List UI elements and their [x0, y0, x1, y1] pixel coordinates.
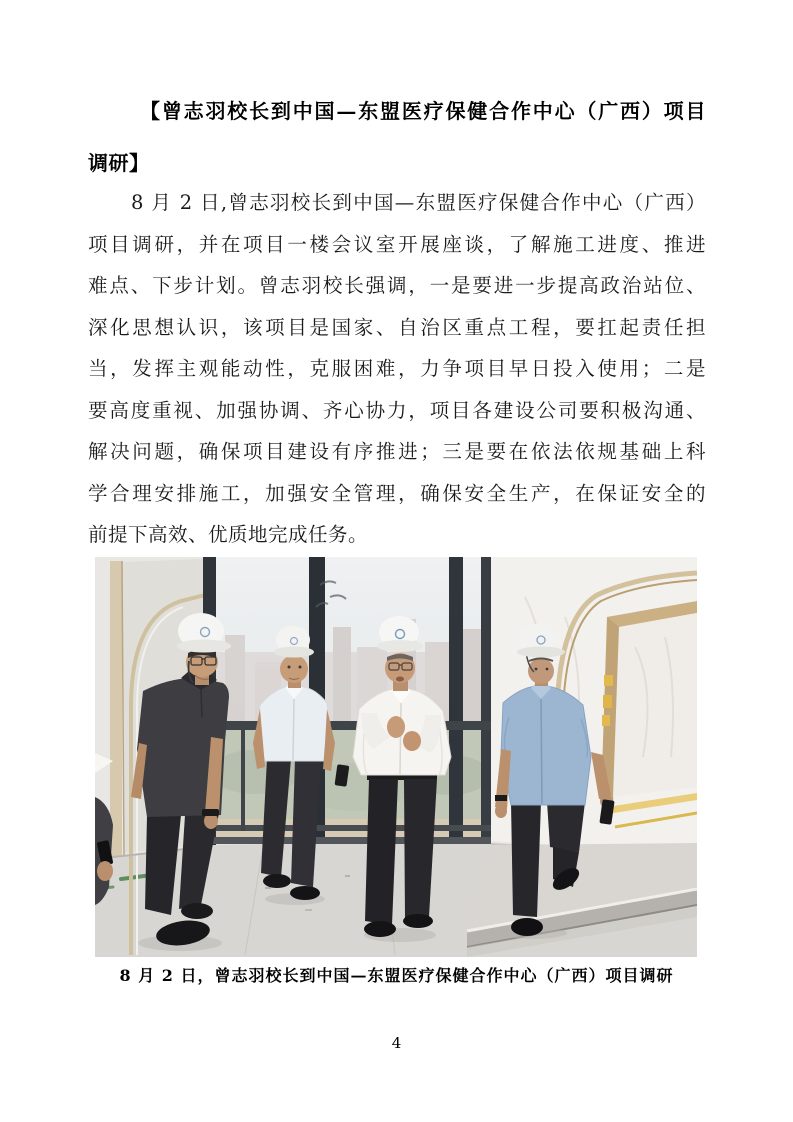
title-line: 【曾志羽校长到中国—东盟医疗保健合作中心（广西）项目 [140, 99, 706, 123]
construction-site-illustration [95, 557, 697, 957]
body-line: 深化思想认识，该项目是国家、自治区重点工程，要扛起责任担 [88, 315, 706, 339]
article-body [88, 182, 706, 556]
body-line: 前提下高效、优质地完成任务。 [88, 523, 369, 546]
body-line: 8 月 2 日,曾志羽校长到中国—东盟医疗保健合作中心（广西） [131, 191, 706, 214]
body-line: 难点、下步计划。曾志羽校长强调，一是要进一步提高政治站位、 [88, 274, 706, 297]
title-line: 调研】 [88, 151, 150, 175]
site-visit-photo [95, 557, 697, 957]
photo-caption: 8 月 2 日，曾志羽校长到中国—东盟医疗保健合作中心（广西）项目调研 [119, 966, 674, 985]
body-line: 解决问题，确保项目建设有序推进；三是要在依法依规基础上科 [88, 440, 706, 463]
article-title [88, 85, 706, 189]
page-number: 4 [391, 1034, 402, 1052]
body-line: 当，发挥主观能动性，克服困难，力争项目早日投入使用；二是 [88, 357, 706, 380]
body-line: 要高度重视、加强协调、齐心协力，项目各建设公司要积极沟通、 [88, 398, 706, 422]
body-line: 项目调研，并在项目一楼会议室开展座谈，了解施工进度、推进 [88, 232, 706, 256]
body-line: 学合理安排施工，加强安全管理，确保安全生产，在保证安全的 [88, 481, 706, 505]
